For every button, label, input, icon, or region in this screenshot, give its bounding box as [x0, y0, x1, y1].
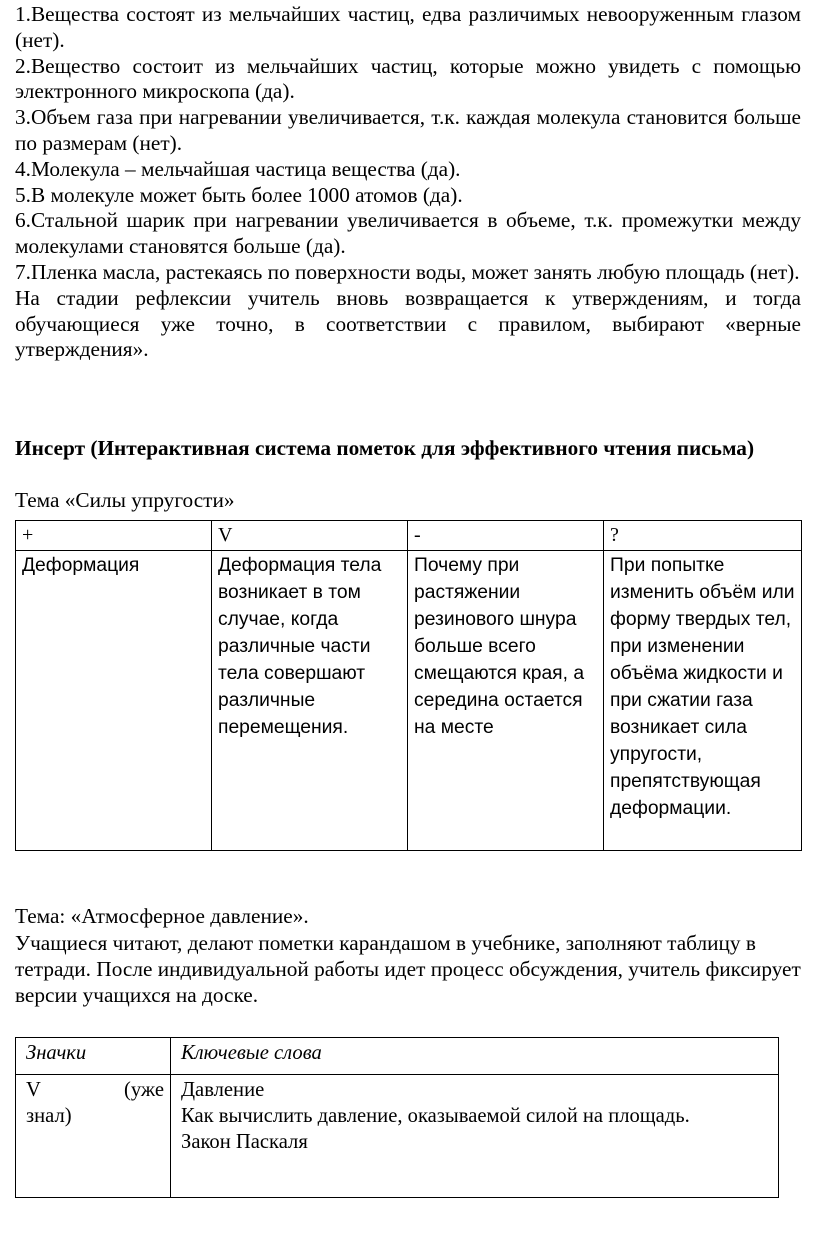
keyword-pascal-law: Закон Паскаля — [181, 1131, 308, 1153]
cell-v: Деформация тела возникает в том случае, когда различные части тела совершают различные перемещения. — [212, 551, 408, 851]
sign-v: V — [26, 1079, 41, 1101]
insert-heading: Инсерт (Интерактивная система пометок для эффективного чтения письма) — [15, 436, 755, 460]
keyword-calc-pressure: Как вычислить давление, оказываемой силой на площадь. — [181, 1105, 690, 1127]
topic-pressure: Тема: «Атмосферное давление». — [15, 904, 309, 928]
statement-4: 4.Молекула – мельчайшая частица вещества (да). — [15, 156, 461, 181]
sign-knew: знал) — [26, 1105, 72, 1127]
header-question: ? — [604, 521, 802, 551]
cell-minus: Почему при растяжении резинового шнура больше всего смещаются края, а середина остается на месте — [408, 551, 604, 851]
statement-3: 3.Объем газа при нагревании увеличивается, т.к. каждая молекула становится больше по размерам (нет). — [15, 105, 801, 155]
topic-elasticity: Тема «Силы упругости» — [15, 488, 235, 512]
header-signs: Значки — [16, 1038, 171, 1075]
statement-5: 5.В молекуле может быть более 1000 атомов (да). — [15, 182, 463, 207]
keywords-table-header — [16, 1038, 779, 1075]
keywords-table-row — [16, 1075, 779, 1198]
insert-table-header — [16, 521, 802, 551]
header-keywords: Ключевые слова — [171, 1038, 779, 1075]
statements-list — [15, 2, 801, 363]
insert-table — [15, 520, 802, 851]
insert-table-row — [16, 551, 802, 851]
header-minus: - — [408, 521, 604, 551]
reflection-paragraph: На стадии рефлексии учитель вновь возвращается к утверждениям, и тогда обучающиеся уже точно, в соответствии с правилом, выбирают «верные утверждения». — [15, 285, 801, 362]
cell-question: При попытке изменить объём или форму твердых тел, при изменении объёма жидкости и при сжатии газа возникает сила упругости, препятствующая деформации. — [604, 551, 802, 851]
header-plus: + — [16, 521, 212, 551]
sign-already: (уже — [124, 1079, 164, 1101]
cell-sign — [16, 1075, 171, 1198]
cell-plus: Деформация — [16, 551, 212, 851]
header-v: V — [212, 521, 408, 551]
statement-1: 1.Вещества состоят из мельчайших частиц, едва различимых невооруженным глазом (нет). — [15, 2, 801, 52]
discussion-paragraph: Учащиеся читают, делают пометки карандашом в учебнике, заполняют таблицу в тетради. После индивидуальной работы идет процесс обсуждения, учитель фиксирует версии учащихся на доске. — [15, 931, 801, 1007]
cell-keywords — [171, 1075, 779, 1198]
keywords-table — [15, 1037, 779, 1198]
statement-6: 6.Стальной шарик при нагревании увеличивается в объеме, т.к. промежутки между молекулами становятся больше (да). — [15, 208, 801, 259]
statement-2: 2.Вещество состоит из мельчайших частиц, которые можно увидеть с помощью электронного микроскопа (да). — [15, 53, 801, 104]
statement-7: 7.Пленка масла, растекаясь по поверхности воды, может занять любую площадь (нет). — [15, 259, 800, 284]
keyword-pressure: Давление — [181, 1079, 265, 1101]
